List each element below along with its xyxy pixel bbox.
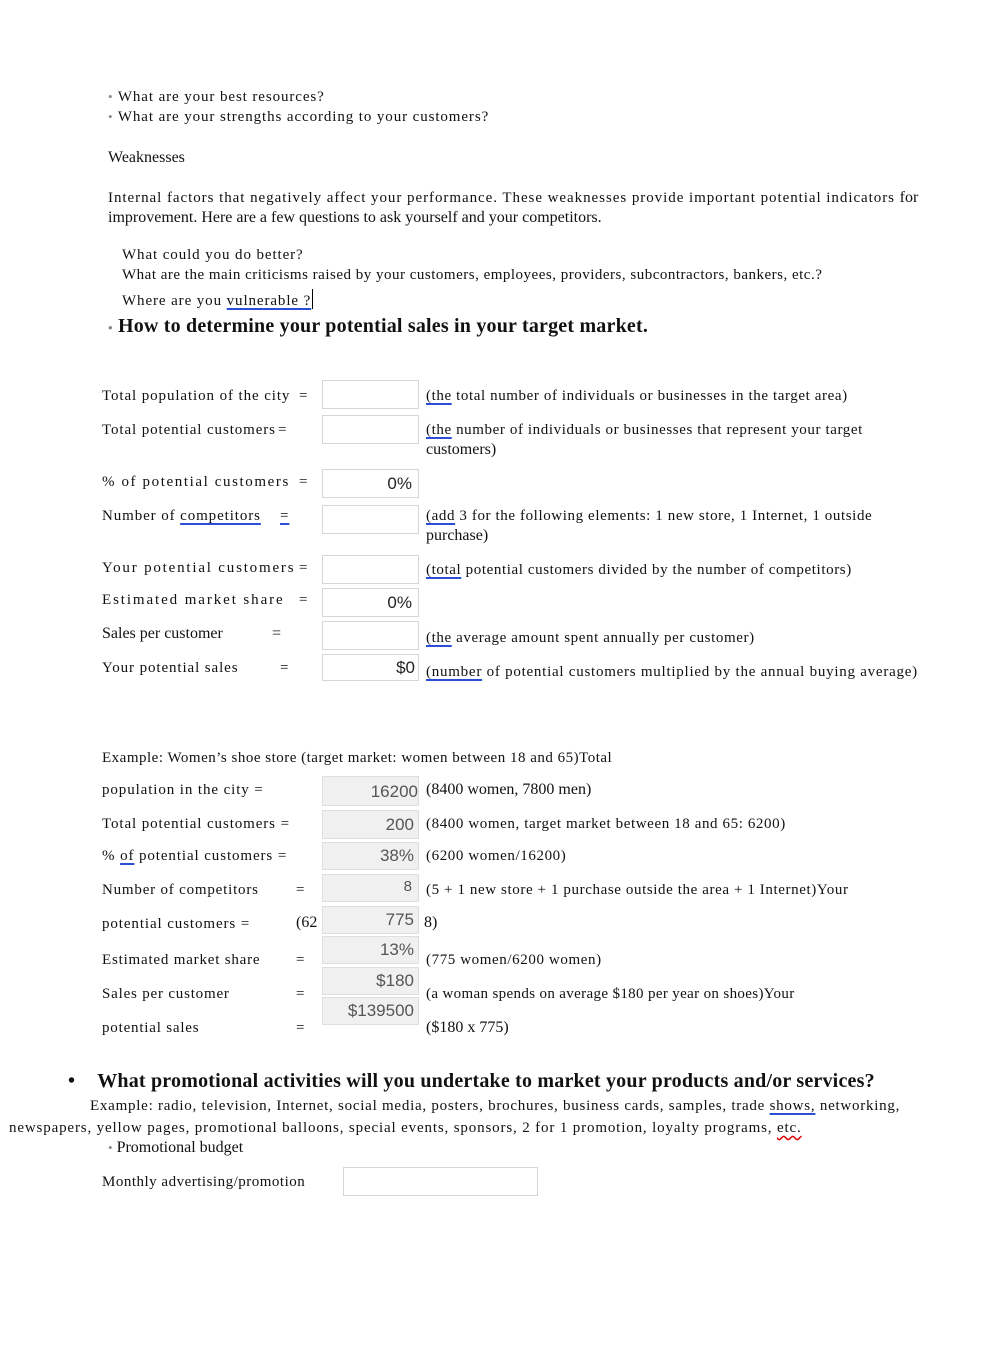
row-note bbox=[426, 664, 918, 681]
note-link: (the bbox=[426, 630, 452, 646]
monthly-advertising-input[interactable] bbox=[343, 1167, 538, 1196]
row-label: Total potential customers bbox=[102, 422, 276, 438]
sales-per-customer-input[interactable] bbox=[322, 621, 419, 650]
note-link: (total bbox=[426, 562, 462, 578]
example-value: 16200 bbox=[370, 782, 418, 801]
row-note bbox=[426, 388, 848, 405]
equals-sign: = bbox=[299, 388, 309, 404]
promo-text: newspapers, yellow pages, promotional balloons, special events, sponsors, 2 for 1 promotion, loyalty programs, bbox=[9, 1120, 773, 1136]
note-link: (the bbox=[426, 388, 452, 404]
weaknesses-intro-line2: improvement. Here are a few questions to ask yourself and your competitors. bbox=[108, 209, 602, 226]
example-value: $180 bbox=[376, 971, 414, 990]
weakness-question bbox=[122, 289, 313, 310]
note-link: (number bbox=[426, 664, 483, 680]
row-note bbox=[426, 422, 863, 439]
equals-sign: = bbox=[296, 882, 306, 898]
equals-sign: = bbox=[299, 592, 309, 608]
row-label: Total population of the city bbox=[102, 388, 291, 404]
row-note-cont: purchase) bbox=[426, 527, 489, 544]
weakness-question: What could you do better? bbox=[122, 247, 304, 263]
promo-heading bbox=[68, 1070, 875, 1093]
example-note: (5 + 1 new store + 1 purchase outside the area + 1 Internet)Your bbox=[426, 882, 849, 898]
list-item bbox=[108, 109, 489, 126]
example-note: (8400 women, 7800 men) bbox=[426, 781, 592, 798]
promo-text: networking, bbox=[815, 1098, 901, 1114]
label-text: Number of bbox=[102, 508, 176, 524]
bullet-icon: • bbox=[108, 109, 114, 124]
example-note: (6200 women/16200) bbox=[426, 848, 567, 864]
example-suffix: 8) bbox=[424, 914, 438, 931]
note-link: (the bbox=[426, 422, 452, 438]
intro-text: for bbox=[899, 189, 919, 206]
example-prefix: (62 bbox=[296, 914, 318, 931]
promo-misspelled: etc. bbox=[777, 1120, 802, 1136]
promo-link: shows, bbox=[769, 1098, 816, 1114]
equals-sign: = bbox=[296, 952, 306, 968]
example-note: (8400 women, target market between 18 and 65: 6200) bbox=[426, 816, 786, 832]
equals-sign: = bbox=[299, 560, 309, 576]
weaknesses-heading: Weaknesses bbox=[108, 149, 185, 166]
row-label: % of potential customers bbox=[102, 474, 290, 490]
weakness-question: What are the main criticisms raised by your customers, employees, providers, subcontractors, bankers, etc.? bbox=[122, 267, 823, 283]
row-note bbox=[426, 562, 852, 579]
example-value: $139500 bbox=[347, 1001, 414, 1020]
question-link: vulnerable ? bbox=[226, 293, 312, 309]
competitors-input[interactable] bbox=[322, 505, 419, 534]
example-value-box bbox=[322, 776, 419, 806]
example-value-box bbox=[322, 997, 419, 1025]
row-label bbox=[102, 508, 261, 525]
promo-budget-item bbox=[108, 1139, 243, 1157]
bullet-icon: • bbox=[108, 320, 113, 335]
your-potential-customers-input[interactable] bbox=[322, 555, 419, 584]
population-input[interactable] bbox=[322, 380, 419, 409]
promo-heading-text: What promotional activities will you undertake to market your products and/or services? bbox=[97, 1070, 875, 1092]
example-value-box bbox=[322, 967, 419, 995]
equals-sign: = bbox=[296, 1020, 306, 1036]
field-value: $0 bbox=[396, 658, 415, 677]
example-note: (a woman spends on average $180 per year on shoes)Your bbox=[426, 986, 795, 1002]
example-value-box bbox=[322, 906, 419, 934]
market-share-field bbox=[322, 588, 419, 617]
label-text: potential customers = bbox=[134, 848, 288, 864]
example-value: 200 bbox=[385, 815, 414, 834]
example-label: Estimated market share bbox=[102, 952, 261, 968]
percent-customers-field bbox=[322, 469, 419, 498]
example-label: potential sales bbox=[102, 1020, 200, 1036]
sales-heading-text: How to determine your potential sales in your target market. bbox=[117, 315, 649, 337]
bullet-icon: • bbox=[108, 1140, 113, 1155]
list-item bbox=[108, 89, 325, 106]
question-text: Where are you bbox=[122, 293, 222, 309]
example-label: population in the city = bbox=[102, 782, 264, 798]
text-cursor bbox=[312, 289, 313, 309]
example-label: potential customers = bbox=[102, 916, 251, 932]
equals-sign: = bbox=[280, 660, 290, 676]
label-link: competitors bbox=[180, 508, 261, 524]
equals-sign: = bbox=[299, 474, 309, 490]
note-text: average amount spent annually per customer) bbox=[451, 630, 755, 646]
example-intro: Example: Women’s shoe store (target market: women between 18 and 65)Total bbox=[102, 750, 613, 766]
equals-sign: = bbox=[272, 625, 282, 642]
bullet-icon: • bbox=[68, 1070, 76, 1092]
field-value: 0% bbox=[387, 593, 412, 612]
equals-sign: = bbox=[278, 422, 288, 438]
example-label: Total potential customers = bbox=[102, 816, 290, 832]
promo-example-line2 bbox=[9, 1120, 802, 1137]
promo-text: Example: radio, television, Internet, social media, posters, brochures, business cards, samples, trade bbox=[90, 1098, 766, 1114]
row-label: Your potential customers bbox=[102, 560, 296, 576]
example-label bbox=[102, 848, 287, 865]
row-note bbox=[426, 630, 755, 647]
promo-budget-label: Promotional budget bbox=[116, 1139, 244, 1156]
example-value-box bbox=[322, 842, 419, 870]
label-link: of bbox=[120, 848, 135, 864]
promo-example-line1 bbox=[90, 1098, 900, 1115]
note-text: of potential customers multiplied by the annual buying average) bbox=[482, 664, 918, 680]
example-value: 775 bbox=[385, 910, 414, 929]
equals-sign: = bbox=[296, 986, 306, 1002]
potential-sales-field bbox=[322, 654, 419, 681]
row-label: Estimated market share bbox=[102, 592, 285, 608]
equals-sign: = bbox=[280, 508, 290, 524]
note-text: 3 for the following elements: 1 new store, 1 Internet, 1 outside bbox=[455, 508, 873, 524]
row-label: Sales per customer bbox=[102, 625, 223, 642]
note-text: potential customers divided by the number of competitors) bbox=[461, 562, 852, 578]
intro-text: Internal factors that negatively affect your performance. These weaknesses provide important potential indicators bbox=[108, 190, 895, 206]
potential-customers-input[interactable] bbox=[322, 415, 419, 444]
note-text: number of individuals or businesses that represent your target bbox=[451, 422, 863, 438]
bullet-icon: • bbox=[108, 89, 114, 104]
weaknesses-intro-line1 bbox=[108, 189, 918, 207]
sales-heading bbox=[108, 315, 648, 338]
field-value: 0% bbox=[387, 474, 412, 493]
example-value-box bbox=[322, 810, 419, 839]
monthly-label: Monthly advertising/promotion bbox=[102, 1174, 306, 1190]
note-link: (add bbox=[426, 508, 456, 524]
note-text: total number of individuals or businesses in the target area) bbox=[451, 388, 848, 404]
example-label: Number of competitors bbox=[102, 882, 259, 898]
example-note: ($180 x 775) bbox=[426, 1019, 509, 1036]
example-label: Sales per customer bbox=[102, 986, 230, 1002]
strength-question: What are your strengths according to your customers? bbox=[117, 109, 490, 125]
row-label: Your potential sales bbox=[102, 660, 239, 676]
example-value: 13% bbox=[379, 940, 414, 959]
example-value: 8 bbox=[403, 878, 412, 895]
row-note-cont: customers) bbox=[426, 441, 497, 458]
example-note: (775 women/6200 women) bbox=[426, 952, 602, 968]
example-value: 38% bbox=[379, 846, 414, 865]
example-value-box bbox=[322, 936, 419, 964]
example-value-box bbox=[322, 874, 419, 902]
strength-question: What are your best resources? bbox=[117, 89, 325, 105]
label-text: % bbox=[102, 848, 116, 864]
row-note bbox=[426, 508, 872, 525]
